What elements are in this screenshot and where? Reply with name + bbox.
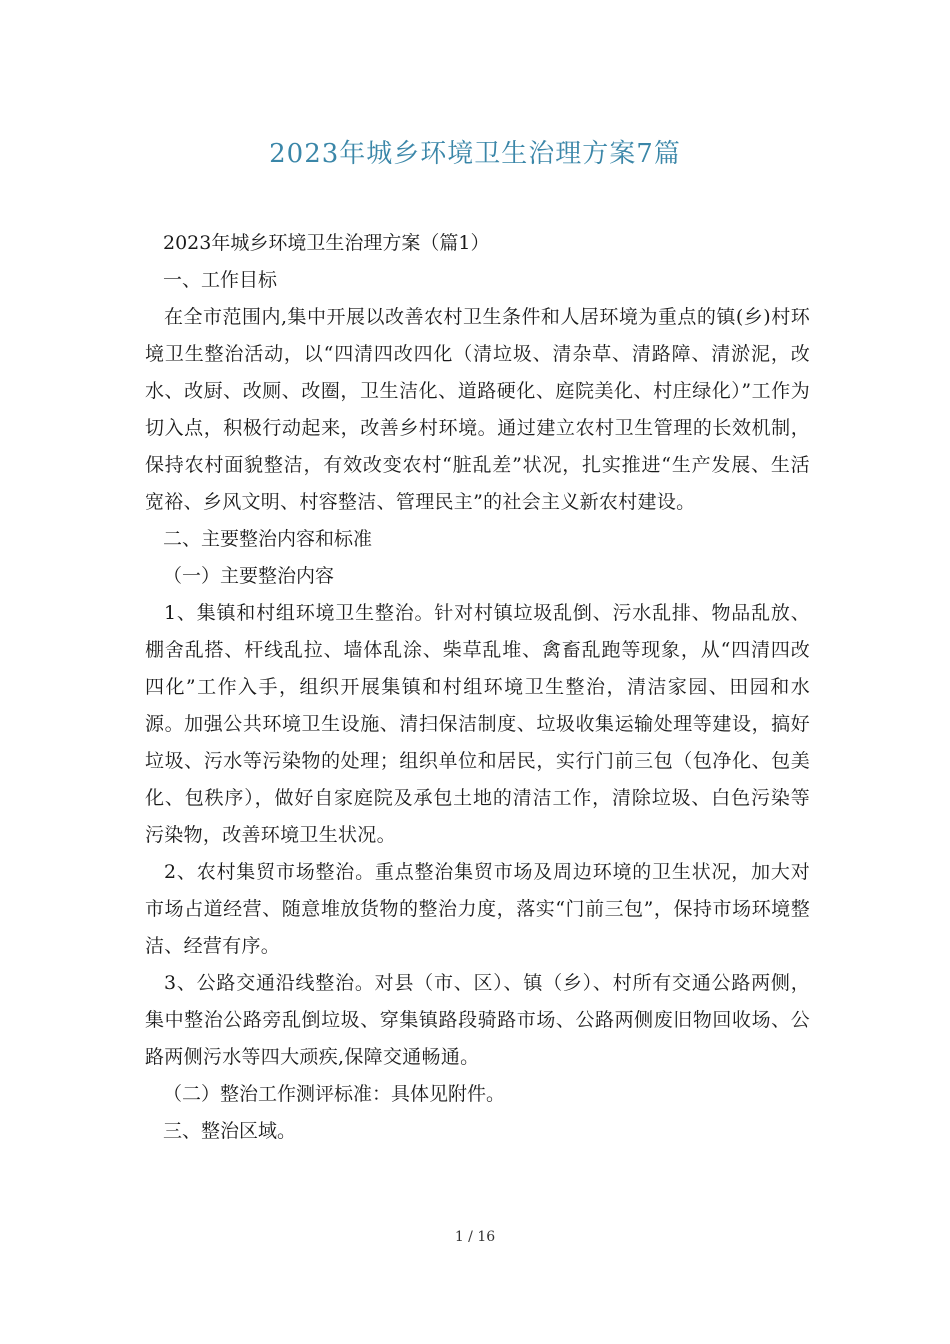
- page-number: 1 / 16: [454, 1229, 496, 1245]
- paragraph-work-goals: 在全市范围内,集中开展以改善农村卫生条件和人居环境为重点的镇(乡)村环境卫生整治活动，以“四清四改四化（清垃圾、清杂草、清路障、清淤泥，改水、改厨、改厕、改圈，卫生洁化、道路硬化、庭院美化、村庄绿化）”工作为切入点，积极行动起来，改善乡村环境。通过建立农村卫生管理的长效机制，保持农村面貌整洁，有效改变农村“脏乱差”状况，扎实推进“生产发展、生活宽裕、乡风文明、村容整洁、管理民主”的社会主义新农村建设。: [145, 306, 810, 513]
- heading-evaluation-standard: （二）整治工作测评标准：具体见附件。: [163, 1083, 506, 1105]
- paragraph-highway: 3、公路交通沿线整治。对县（市、区）、镇（乡）、村所有交通公路两侧，集中整治公路旁乱倒垃圾、穿集镇路段骑路市场、公路两侧废旧物回收场、公路两侧污水等四大顽疾,保障交通畅通。: [145, 972, 810, 1068]
- heading-main-content: 二、主要整治内容和标准: [163, 528, 373, 550]
- heading-work-goals: 一、工作目标: [163, 269, 278, 291]
- paragraph-town-village: 1、集镇和村组环境卫生整治。针对村镇垃圾乱倒、污水乱排、物品乱放、棚舍乱搭、杆线乱拉、墙体乱涂、柴草乱堆、禽畜乱跑等现象，从“四清四改四化”工作入手，组织开展集镇和村组环境卫生整治，清洁家园、田园和水源。加强公共环境卫生设施、清扫保洁制度、垃圾收集运输处理等建设，搞好垃圾、污水等污染物的处理；组织单位和居民，实行门前三包（包净化、包美化、包秩序），做好自家庭院及承包土地的清洁工作，清除垃圾、白色污染等污染物，改善环境卫生状况。: [145, 602, 810, 846]
- heading-main-rectification: （一）主要整治内容: [163, 565, 335, 587]
- section-subtitle: 2023年城乡环境卫生治理方案（篇1）: [163, 232, 490, 254]
- heading-rectification-area: 三、整治区域。: [163, 1120, 297, 1142]
- paragraph-market: 2、农村集贸市场整治。重点整治集贸市场及周边环境的卫生状况，加大对市场占道经营、随意堆放货物的整治力度，落实“门前三包”，保持市场环境整洁、经营有序。: [145, 861, 810, 957]
- page-title: 2023年城乡环境卫生治理方案7篇: [269, 139, 681, 169]
- document-body: [145, 225, 810, 1150]
